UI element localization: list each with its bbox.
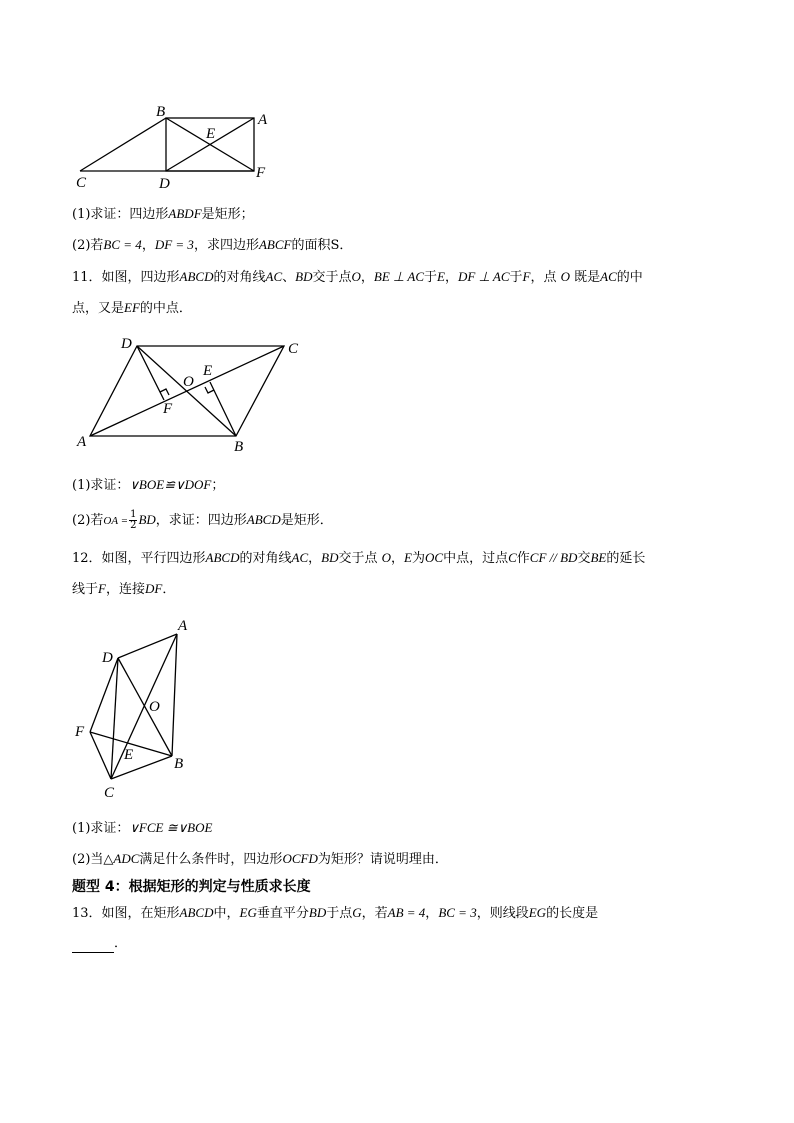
math-run: ABCD [179,269,214,284]
text-run: 的对角线 [239,551,292,566]
q10-p1-suffix: 是矩形； [201,207,254,222]
math-run: BD [321,550,339,565]
fig2-label-e: E [203,363,213,379]
text-run: 、 [282,270,296,285]
q11-p2-var: ABCD [246,512,281,527]
math-run: BE ⊥ AC [373,269,425,284]
fig1-label-c: C [76,175,87,191]
math-run: G [352,905,362,920]
text-run: 12．如图，平行四边形 [72,551,206,566]
fig3-label-o: O [149,699,160,715]
math-run: O [351,269,361,284]
fig1-label-e: E [206,126,216,142]
q12-p2-prefix: (2)当 [72,852,104,867]
q10-p2-end: ． [339,238,353,253]
q10-p2-s: S [330,238,340,253]
q11-p1-prefix: (1)求证： [72,478,130,493]
q12-p2-var2: OCFD [282,851,318,866]
q12-p2-suffix: 为矩形？请说明理由． [317,852,448,867]
math-run: O [560,269,571,284]
q10-p2-var: ABCF [258,237,292,252]
q11-p1-suffix: ； [211,478,225,493]
q12-p2-mid: 满足什么条件时，四边形 [139,852,283,867]
fig3-label-a: A [178,618,188,634]
q10-part1 [72,205,254,224]
text-run: 交于点 [338,551,382,566]
q10-p2-mid2: 的面积 [291,238,331,253]
math-run: BD [295,269,313,284]
q12-p1-prefix: (1)求证： [72,821,130,836]
text-run: 中， [213,906,240,921]
triangle-symbol: △ [103,852,114,867]
fig1-label-f: F [256,165,266,181]
math-run: F [98,581,106,596]
q10-p2-prefix: (2)若 [72,238,104,253]
q13-line1 [72,904,598,923]
math-run: E [437,269,445,284]
text-run: 中点，过点 [443,551,509,566]
math-run: F [522,269,531,284]
fig3-label-d: D [102,650,113,666]
text-run: ． [162,582,176,597]
text-run: ， [444,270,458,285]
q13-end: ． [114,936,128,951]
q11-part2 [72,510,333,531]
math-run: AC [600,269,617,284]
q11-p2-prefix: (2)若 [72,513,104,528]
text-run: 于 [509,270,523,285]
math-run: EF [124,300,140,315]
math-run: AC [265,269,283,284]
q11-line2 [72,299,192,318]
q12-part1 [72,819,212,838]
q11-part1 [72,476,224,495]
text-run: 的延长 [606,551,646,566]
q11-line1 [72,268,643,287]
math-run: OC [425,550,444,565]
q11-p2-lhs: OA = [103,515,129,527]
math-run: EG [239,905,257,920]
text-run: 的中点． [139,301,192,316]
q11-p2-rhs: BD [138,512,156,527]
fraction-numerator: 1 [130,509,137,520]
text-run: ， [360,270,374,285]
q10-p2-eq2: DF = 3 [154,237,194,252]
text-run: 既是 [570,270,601,285]
fig2-label-d: D [121,336,132,352]
text-run: ， [391,551,405,566]
text-run: ， [308,551,322,566]
fig2-label-o: O [183,374,194,390]
text-run: 交于点 [312,270,352,285]
fig2-label-c: C [288,341,299,357]
math-run: AB = 4 [387,905,426,920]
text-run: 交 [577,551,591,566]
q13-line2 [72,935,127,953]
math-run: ABCD [179,905,214,920]
text-run: 13．如图，在矩形 [72,906,180,921]
q12-part2 [72,850,448,869]
text-run: ，点 [530,270,561,285]
fig3-label-e: E [124,747,134,763]
q12-line1 [72,549,645,568]
text-run: 的中 [616,270,643,285]
text-run: ， [425,906,439,921]
q10-part2 [72,236,352,255]
q10-p1-var: ABDF [168,206,202,221]
q10-p2-mid: ，求四边形 [193,238,259,253]
fig1-label-d: D [159,176,170,192]
text-run: 于 [424,270,438,285]
math-run: CF // BD [529,550,578,565]
text-run: ，若 [361,906,388,921]
answer-blank[interactable] [72,938,114,953]
q11-p2-mid: ，求证：四边形 [155,513,247,528]
q12-line2 [72,580,175,599]
q11-p1-expr: ∨BOE≌∨DOF [129,477,212,492]
text-run: 作 [516,551,530,566]
q11-p2-suffix: 是矩形． [280,513,333,528]
fig2-label-f: F [163,401,173,417]
q10-p2-sep: ， [141,238,155,253]
math-run: C [508,550,517,565]
text-run: 点，又是 [72,301,125,316]
q10-p2-eq1: BC = 4 [103,237,142,252]
fig1-label-a: A [258,112,268,128]
math-run: DF ⊥ AC [458,269,510,284]
math-run: BC = 3 [438,905,477,920]
fig3-label-f: F [75,724,85,740]
fig3-label-c: C [104,785,115,801]
math-run: AC [291,550,309,565]
text-run: 11．如图，四边形 [72,270,180,285]
q10-p1-prefix: (1)求证：四边形 [72,207,169,222]
text-run: 的对角线 [213,270,266,285]
math-run: O [381,550,392,565]
q12-p2-var: ADC [113,851,140,866]
q11-p2-fraction [129,510,137,531]
text-run: 垂直平分 [256,906,309,921]
math-run: BE [590,550,607,565]
math-run: ABCD [205,550,240,565]
fraction-denominator: 2 [130,520,137,531]
text-run: ，连接 [105,582,145,597]
math-run: EG [528,905,547,920]
math-run: BD [308,905,327,920]
section-heading: 题型 4：根据矩形的判定与性质求长度 [72,879,311,895]
text-run: 的长度是 [546,906,599,921]
math-run: E [404,550,412,565]
q12-p1-expr: ∨FCE ≅∨BOE [129,820,213,835]
math-run: DF [144,581,163,596]
text-run: ，则线段 [476,906,529,921]
text-run: 于点 [326,906,353,921]
fig2-label-a: A [77,434,87,450]
text-run: 为 [412,551,426,566]
fig3-label-b: B [174,756,184,772]
text-run: 线于 [72,582,99,597]
fig2-label-b: B [234,439,244,455]
fig1-label-b: B [156,104,166,120]
